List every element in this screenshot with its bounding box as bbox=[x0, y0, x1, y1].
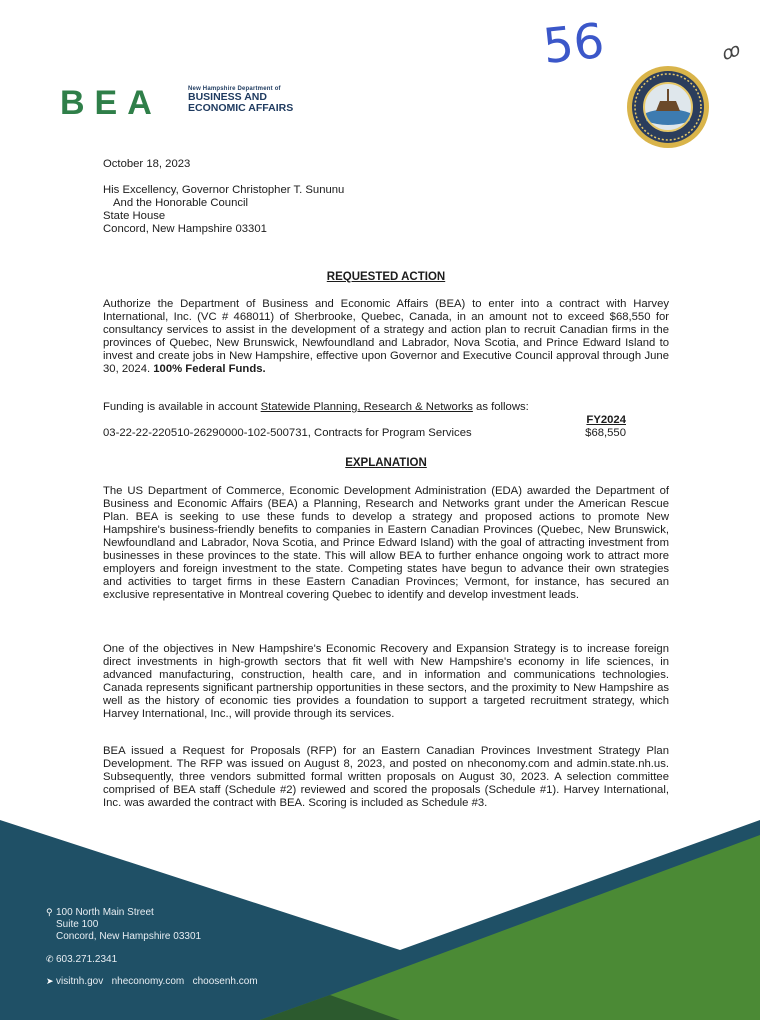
address-line: State House bbox=[103, 210, 166, 222]
department-line-2: ECONOMIC AFFAIRS bbox=[188, 102, 294, 114]
footer-address bbox=[46, 906, 201, 943]
department-line-1: BUSINESS AND bbox=[188, 91, 267, 103]
footer-address-line-3: Concord, New Hampshire 03301 bbox=[56, 931, 202, 942]
address-line: Concord, New Hampshire 03301 bbox=[103, 223, 267, 235]
footer-web-link[interactable]: choosenh.com bbox=[192, 976, 258, 987]
footer-web-link[interactable]: visitnh.gov bbox=[56, 976, 104, 987]
cursor-icon: ➤ bbox=[46, 976, 54, 986]
requested-action-paragraph bbox=[103, 298, 669, 376]
funding-suffix: as follows: bbox=[476, 401, 529, 413]
funding-amount-column bbox=[585, 414, 626, 440]
phone-icon: ✆ bbox=[46, 954, 54, 964]
state-seal-icon bbox=[626, 65, 710, 149]
letter-date: October 18, 2023 bbox=[103, 158, 191, 170]
explanation-paragraph-1: The US Department of Commerce, Economic Development Administration (EDA) awarded the Department of Business and Economic Affairs (BEA) a Planning, Research and Networks grant under the American Rescue Plan. BEA is seeking to use these funds to develop a strategy and proposed actions to promote New Hampshire's business-friendly benefits to companies in Eastern Canadian Provinces (Quebec, New Brunswick, Newfoundland and Labrador, Nova Scotia, and Prince Edward Island) with the goal of attracting investment from businesses in these provinces to the state. This will allow BEA to further enhance ongoing work to attract more employers and foreign investment to the state. Competing states have begun to advance their own strategies and activities to target firms in these Eastern Canadian Provinces; Vermont, for instance, has secured an exclusive representative in Montreal covering Quebec to identify and develop investment leads. bbox=[103, 485, 669, 601]
requested-action-text: Authorize the Department of Business and Economic Affairs (BEA) to enter into a contract with Harvey International, Inc. (VC # 468011) of Sherbrooke, Quebec, Canada, in an amount not to exceed $68,550 for consultancy services to assist in the development of a strategy and action plan to recruit Canadian firms in the provinces of Quebec, New Brunswick, Newfoundland and Labrador, Nova Scotia, and Prince Edward Island to invest and create jobs in New Hampshire, effective upon Governor and Executive Council approval through June 30, 2024. bbox=[103, 298, 669, 375]
bea-logo: BEA bbox=[60, 84, 162, 122]
funding-intro-text: Funding is available in account bbox=[103, 401, 258, 413]
funding-amount: $68,550 bbox=[585, 427, 626, 439]
department-small-label: New Hampshire Department of bbox=[188, 86, 281, 92]
explanation-paragraph-2: One of the objectives in New Hampshire's Economic Recovery and Expansion Strategy is to increase foreign direct investments in high-growth sectors that fit well with New Hampshire's economy in life sciences, in advanced manufacturing, construction, health care, and in information and communications technologies. Canada represents significant partnership opportunities in these sectors, and the proximity to New Hampshire as well as the history of economic ties provides a foundation to support a targeted recruitment strategy, which Harvey International, Inc., will provide through its services. bbox=[103, 643, 669, 720]
recipient-address bbox=[103, 184, 669, 236]
department-name bbox=[188, 86, 293, 114]
footer-address-line-1: 100 North Main Street bbox=[56, 907, 154, 918]
funding-account-name: Statewide Planning, Research & Networks bbox=[260, 401, 473, 413]
explanation-paragraph-3: BEA issued a Request for Proposals (RFP) for an Eastern Canadian Provinces Investment Strategy Plan Development. The RFP was issued on August 8, 2023, and posted on nheconomy.com and admin.state.nh.us. Subsequently, three vendors submitted formal written proposals on August 30, 2023. A selection committee comprised of BEA staff (Schedule #2) reviewed and scored the proposals (Schedule #1). Harvey International, Inc. was awarded the contract with BEA. Scoring is included as Schedule #3. bbox=[103, 745, 669, 809]
explanation-heading: EXPLANATION bbox=[345, 457, 427, 469]
footer-phone-number: 603.271.2341 bbox=[56, 954, 118, 965]
footer-websites bbox=[46, 975, 258, 988]
requested-action-heading: REQUESTED ACTION bbox=[326, 271, 446, 283]
funding-table bbox=[103, 414, 626, 440]
location-pin-icon: ⚲ bbox=[46, 907, 53, 917]
footer-web-link[interactable]: nheconomy.com bbox=[111, 976, 185, 987]
footer-address-line-2: Suite 100 bbox=[56, 919, 99, 930]
footer-phone bbox=[46, 953, 117, 966]
address-line: His Excellency, Governor Christopher T. Sununu bbox=[103, 184, 345, 196]
funding-account-line: 03-22-22-220510-26290000-102-500731, Contracts for Program Services bbox=[103, 427, 472, 439]
federal-funds-note: 100% Federal Funds. bbox=[153, 363, 266, 375]
address-line: And the Honorable Council bbox=[113, 197, 249, 209]
fiscal-year-header: FY2024 bbox=[586, 414, 626, 426]
funding-intro bbox=[103, 401, 669, 414]
handwritten-initials: ꝏ bbox=[717, 39, 743, 65]
handwritten-number: 56 bbox=[540, 12, 607, 76]
